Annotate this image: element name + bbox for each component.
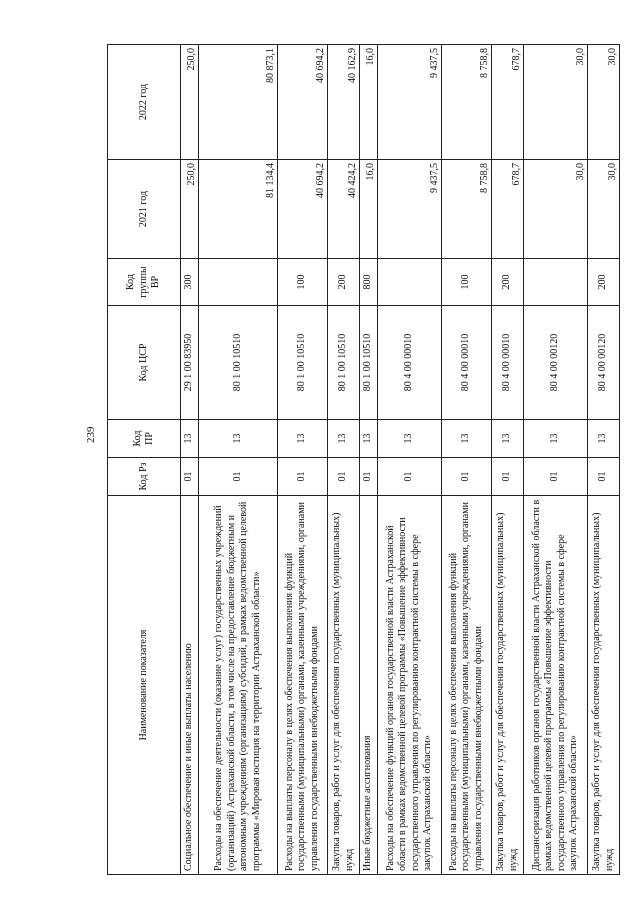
row-csr: 80 1 00 10510 (199, 306, 278, 420)
header-csr: Код ЦСР (108, 306, 181, 420)
table-row (524, 45, 588, 875)
row-rz: 01 (360, 458, 378, 496)
row-name: Расходы на обеспечение функций органов государственной власти Астраханской области в рамках ведомственной целевой программы «Повышение эффективности государственного управления по регулированию контрактной системы в сфере закупок Астраханской области» (378, 496, 442, 875)
table-row (588, 45, 620, 875)
row-vr (378, 259, 442, 306)
row-2022: 40 162,9 (328, 45, 360, 160)
row-csr: 80 4 00 00120 (524, 306, 588, 420)
table-row (328, 45, 360, 875)
row-csr: 80 4 00 00010 (442, 306, 492, 420)
row-pr: 13 (378, 420, 442, 458)
header-row (108, 45, 181, 875)
row-csr: 80 1 00 10510 (360, 306, 378, 420)
row-pr: 13 (588, 420, 620, 458)
row-2021: 81 134,4 (199, 160, 278, 259)
row-name: Расходы на обеспечение деятельности (оказание услуг) государственных учреждений (организаций) Астраханской области, в том числе на предоставление бюджетным и автономным учреждениям (организациям) субсидий, в рамках ведомственной целевой программы «Мировая юстиция на территории Астраханской области» (199, 496, 278, 875)
row-2022: 678,7 (492, 45, 524, 160)
row-rz: 01 (278, 458, 328, 496)
row-2022: 16,0 (360, 45, 378, 160)
table-row (360, 45, 378, 875)
row-csr: 80 4 00 00010 (492, 306, 524, 420)
header-2021: 2021 год (108, 160, 181, 259)
row-2022: 80 873,1 (199, 45, 278, 160)
rotated-page-content (107, 45, 618, 875)
page-number: 239 (85, 426, 97, 443)
row-rz: 01 (442, 458, 492, 496)
row-2021: 30,0 (524, 160, 588, 259)
row-csr: 80 4 00 00010 (378, 306, 442, 420)
row-vr: 100 (278, 259, 328, 306)
row-name: Закупка товаров, работ и услуг для обеспечения государственных (муниципальных) нужд (328, 496, 360, 875)
table-row (181, 45, 199, 875)
row-vr: 800 (360, 259, 378, 306)
table-row (442, 45, 492, 875)
row-2022: 30,0 (524, 45, 588, 160)
row-vr (199, 259, 278, 306)
row-2022: 250,0 (181, 45, 199, 160)
row-2022: 30,0 (588, 45, 620, 160)
row-rz: 01 (378, 458, 442, 496)
row-pr: 13 (199, 420, 278, 458)
row-pr: 13 (278, 420, 328, 458)
row-2022: 8 758,8 (442, 45, 492, 160)
row-2021: 9 437,5 (378, 160, 442, 259)
row-rz: 01 (588, 458, 620, 496)
row-vr: 200 (492, 259, 524, 306)
row-name: Иные бюджетные ассигнования (360, 496, 378, 875)
row-2021: 30,0 (588, 160, 620, 259)
header-rz: Код Рз (108, 458, 181, 496)
row-pr: 13 (524, 420, 588, 458)
row-2022: 9 437,5 (378, 45, 442, 160)
table-row (378, 45, 442, 875)
row-vr: 100 (442, 259, 492, 306)
row-2021: 40 694,2 (278, 160, 328, 259)
table-row (278, 45, 328, 875)
row-vr: 300 (181, 259, 199, 306)
row-pr: 13 (181, 420, 199, 458)
row-csr: 80 1 00 10510 (278, 306, 328, 420)
row-2021: 16,0 (360, 160, 378, 259)
row-name: Расходы на выплаты персоналу в целях обеспечения выполнения функций государственными (муниципальными) органами, казенными учреждениями, органами управления государственными внебюджетными фондами (442, 496, 492, 875)
row-rz: 01 (199, 458, 278, 496)
row-rz: 01 (328, 458, 360, 496)
row-2022: 40 694,2 (278, 45, 328, 160)
budget-table (107, 44, 620, 875)
row-rz: 01 (492, 458, 524, 496)
row-2021: 250,0 (181, 160, 199, 259)
row-pr: 13 (328, 420, 360, 458)
row-vr: 200 (328, 259, 360, 306)
row-name: Закупка товаров, работ и услуг для обеспечения государственных (муниципальных) нужд (492, 496, 524, 875)
row-vr: 200 (588, 259, 620, 306)
row-name: Закупка товаров, работ и услуг для обеспечения государственных (муниципальных) нужд (588, 496, 620, 875)
row-rz: 01 (181, 458, 199, 496)
row-rz: 01 (524, 458, 588, 496)
row-pr: 13 (360, 420, 378, 458)
row-pr: 13 (492, 420, 524, 458)
header-vr: Код группы ВР (108, 259, 181, 306)
row-2021: 8 758,8 (442, 160, 492, 259)
row-csr: 80 4 00 00120 (588, 306, 620, 420)
row-pr: 13 (442, 420, 492, 458)
header-name: Наименование показателя (108, 496, 181, 875)
row-name: Диспансеризация работников органов государственной власти Астраханской области в рамках ведомственной целевой программы «Повышение эффективности государственного управления по регулированию контрактной системы в сфере закупок Астраханской области» (524, 496, 588, 875)
row-name: Расходы на выплаты персоналу в целях обеспечения выполнения функций государственными (муниципальными) органами, казенными учреждениями, органами управления государственными внебюджетными фондами (278, 496, 328, 875)
row-csr: 29 1 00 83950 (181, 306, 199, 420)
header-pr: Код ПР (108, 420, 181, 458)
row-2021: 678,7 (492, 160, 524, 259)
row-vr (524, 259, 588, 306)
row-name: Социальное обеспечение и иные выплаты населению (181, 496, 199, 875)
table-row (199, 45, 278, 875)
header-2022: 2022 год (108, 45, 181, 160)
row-csr: 80 1 00 10510 (328, 306, 360, 420)
row-2021: 40 424,2 (328, 160, 360, 259)
table-row (492, 45, 524, 875)
